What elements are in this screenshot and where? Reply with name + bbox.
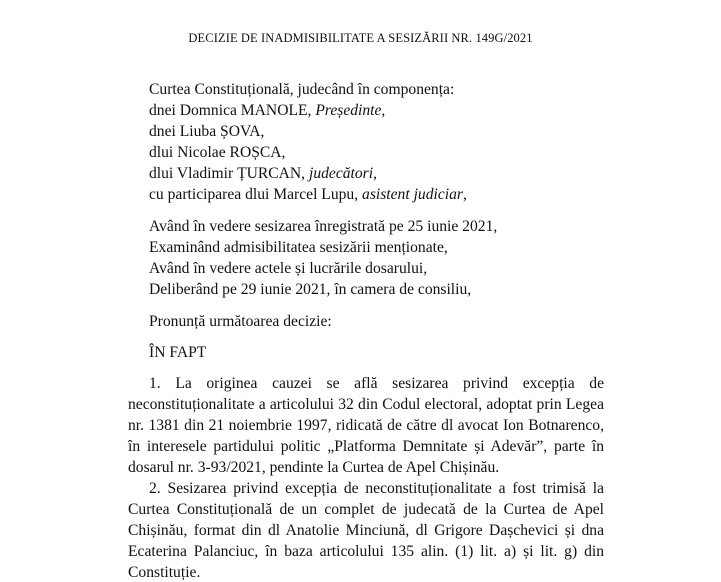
consideration-line: Având în vedere actele și lucrările dosarului, — [149, 260, 428, 277]
judicial-assistant: cu participarea dlui Marcel Lupu, asistent judiciar, — [149, 186, 467, 203]
consideration-line: Având în vedere sesizarea înregistrată pe 25 iunie 2021, — [149, 218, 498, 235]
paragraph-2-line: Ecaterina Palanciuc, în baza articolului 135 alin. (1) lit. a) și lit. g) din — [128, 543, 604, 560]
judge-turcan: dlui Vladimir ȚURCAN, judecători, — [149, 165, 377, 182]
judge-president: dnei Domnica MANOLE, Președinte, — [149, 102, 386, 119]
paragraph-2-line: Constituție. — [128, 564, 201, 581]
judge-rosca: dlui Nicolae ROȘCA, — [149, 144, 286, 161]
composition-intro: Curtea Constituțională, judecând în componența: — [149, 81, 455, 98]
paragraph-2-line: Curtea Constituțională de un complet de judecată de la Curtea de Apel — [128, 501, 604, 518]
paragraph-2-line: 2. Sesizarea privind excepția de neconstituționalitate a fost trimisă la — [149, 480, 604, 497]
paragraph-2-line: Chișinău, format din dl Anatolie Minciună, dl Grigore Dașchevici și dna — [128, 522, 604, 539]
paragraph-1-line: în interesele partidului politic „Platforma Demnitate și Adevăr”, parte în — [128, 438, 604, 455]
paragraph-1-line: 1. La originea cauzei se află sesizarea privind excepția de — [149, 375, 604, 392]
consideration-line: Deliberând pe 29 iunie 2021, în camera de consiliu, — [149, 281, 472, 298]
judge-sova: dnei Liuba ȘOVA, — [149, 123, 265, 140]
pronouncement: Pronunță următoarea decizie: — [149, 313, 332, 330]
paragraph-1-line: neconstituționalitate a articolului 32 din Codul electoral, adoptat prin Legea — [128, 396, 604, 413]
paragraph-1-line: nr. 1381 din 21 noiembrie 1997, ridicată de către dl avocat Ion Botnarenco, — [128, 417, 604, 434]
section-heading: ÎN FAPT — [149, 344, 207, 361]
consideration-line: Examinând admisibilitatea sesizării menționate, — [149, 239, 448, 256]
paragraph-1-line: dosarul nr. 3-93/2021, pendinte la Curtea de Apel Chișinău. — [128, 459, 500, 476]
document-title: DECIZIE DE INADMISIBILITATE A SESIZĂRII NR. 149G/2021 — [188, 31, 533, 45]
